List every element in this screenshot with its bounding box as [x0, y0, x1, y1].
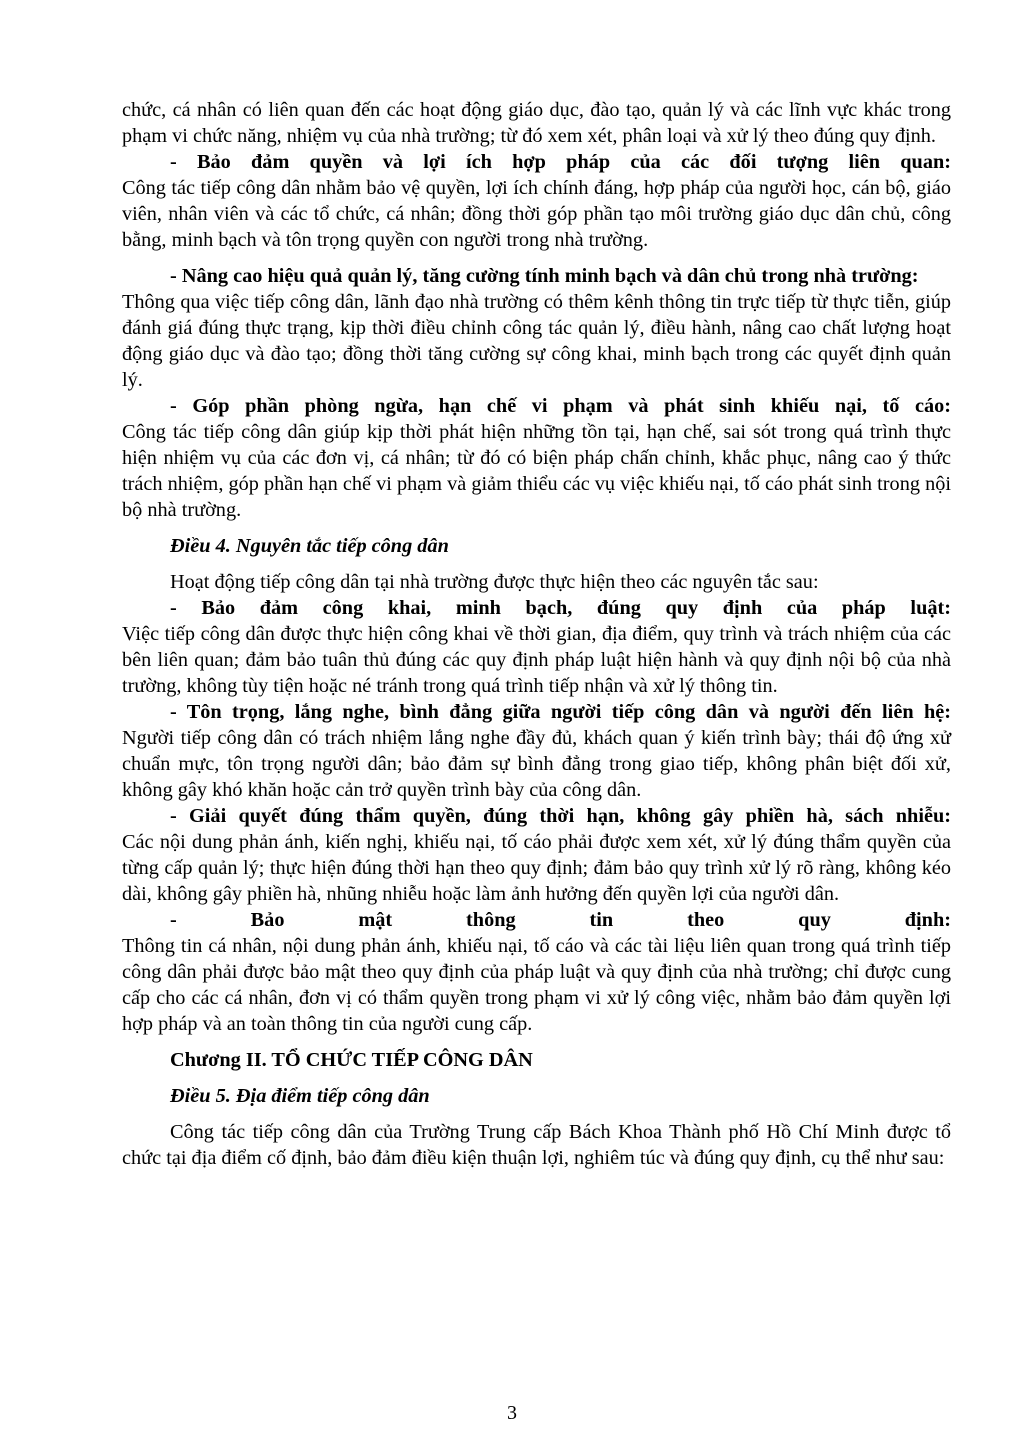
bullet-body-management: Thông qua việc tiếp công dân, lãnh đạo nhà trường có thêm kênh thông tin trực tiếp từ thực tiễn, giúp đánh giá đúng thực trạng, kịp thời điều chỉnh công tác quản lý, điều hành, nâng cao chất lượng hoạt động giáo dục và đào tạo; đồng thời tăng cường sự công khai, minh bạch trong các quyết định quản lý. — [122, 291, 951, 391]
page-number: 3 — [507, 1402, 517, 1424]
bullet-heading-prevention: - Góp phần phòng ngừa, hạn chế vi phạm và phát sinh khiếu nại, tố cáo: — [170, 395, 951, 417]
paragraph-intro: chức, cá nhân có liên quan đến các hoạt động giáo dục, đào tạo, quản lý và các lĩnh vực khác trong phạm vi chức năng, nhiệm vụ của nhà trường; từ đó xem xét, phân loại và xử lý theo đúng quy định. — [122, 99, 951, 147]
chapter-2-title: Chương II. TỔ CHỨC TIẾP CÔNG DÂN — [170, 1049, 533, 1071]
bullet-heading-rights: - Bảo đảm quyền và lợi ích hợp pháp của các đối tượng liên quan: — [170, 151, 951, 173]
document-page — [122, 97, 951, 1171]
article-4-title: Điều 4. Nguyên tắc tiếp công dân — [170, 535, 449, 557]
principle-body-transparency: Việc tiếp công dân được thực hiện công khai về thời gian, địa điểm, quy trình và trách nhiệm của các bên liên quan; đảm bảo tuân thủ đúng các quy định pháp luật hiện hành và quy định nội bộ của nhà trường, không tùy tiện hoặc né tránh trong quá trình tiếp nhận và xử lý thông tin. — [122, 623, 951, 697]
bullet-heading-management: - Nâng cao hiệu quả quản lý, tăng cường tính minh bạch và dân chủ trong nhà trường: — [170, 265, 919, 287]
principle-heading-confidentiality: - Bảo mật thông tin theo quy định: — [170, 909, 951, 931]
principle-heading-transparency: - Bảo đảm công khai, minh bạch, đúng quy định của pháp luật: — [170, 597, 951, 619]
principle-body-confidentiality: Thông tin cá nhân, nội dung phản ánh, khiếu nại, tố cáo và các tài liệu liên quan trong quá trình tiếp công dân phải được bảo mật theo quy định của pháp luật và quy định của nhà trường; chỉ được cung cấp cho các cá nhân, đơn vị có thẩm quyền trong phạm vi xử lý công việc, nhằm bảo đảm quyền lợi hợp pháp và an toàn thông tin của người cung cấp. — [122, 935, 951, 1035]
article-5-body: Công tác tiếp công dân của Trường Trung cấp Bách Khoa Thành phố Hồ Chí Minh được tổ chức tại địa điểm cố định, bảo đảm điều kiện thuận lợi, nghiêm túc và đúng quy định, cụ thể như sau: — [122, 1121, 951, 1169]
article-5-title: Điều 5. Địa điểm tiếp công dân — [170, 1085, 430, 1107]
bullet-body-prevention: Công tác tiếp công dân giúp kịp thời phát hiện những tồn tại, hạn chế, sai sót trong quá trình thực hiện nhiệm vụ của các đơn vị, cá nhân; từ đó có biện pháp chấn chỉnh, khắc phục, nâng cao ý thức trách nhiệm, góp phần hạn chế vi phạm và giảm thiểu các vụ việc khiếu nại, tố cáo phát sinh trong nội bộ nhà trường. — [122, 421, 951, 521]
principle-heading-respect: - Tôn trọng, lắng nghe, bình đẳng giữa người tiếp công dân và người đến liên hệ: — [170, 701, 951, 723]
principle-heading-authority: - Giải quyết đúng thẩm quyền, đúng thời hạn, không gây phiền hà, sách nhiễu: — [170, 805, 951, 827]
principle-body-respect: Người tiếp công dân có trách nhiệm lắng nghe đầy đủ, khách quan ý kiến trình bày; thái độ ứng xử chuẩn mực, tôn trọng người dân; bảo đảm sự bình đẳng trong giao tiếp, không phân biệt đối xử, không gây khó khăn hoặc cản trở quyền trình bày của công dân. — [122, 727, 951, 801]
article-4-intro: Hoạt động tiếp công dân tại nhà trường được thực hiện theo các nguyên tắc sau: — [170, 571, 819, 593]
principle-body-authority: Các nội dung phản ánh, kiến nghị, khiếu nại, tố cáo phải được xem xét, xử lý đúng thẩm quyền của từng cấp quản lý; thực hiện đúng thời hạn theo quy định; đảm bảo quy trình xử lý rõ ràng, không kéo dài, không gây phiền hà, nhũng nhiễu hoặc làm ảnh hưởng đến quyền lợi của người dân. — [122, 831, 951, 905]
bullet-body-rights: Công tác tiếp công dân nhằm bảo vệ quyền, lợi ích chính đáng, hợp pháp của người học, cán bộ, giáo viên, nhân viên và các tổ chức, cá nhân; đồng thời góp phần tạo môi trường giáo dục dân chủ, công bằng, minh bạch và tôn trọng quyền con người trong nhà trường. — [122, 177, 951, 251]
